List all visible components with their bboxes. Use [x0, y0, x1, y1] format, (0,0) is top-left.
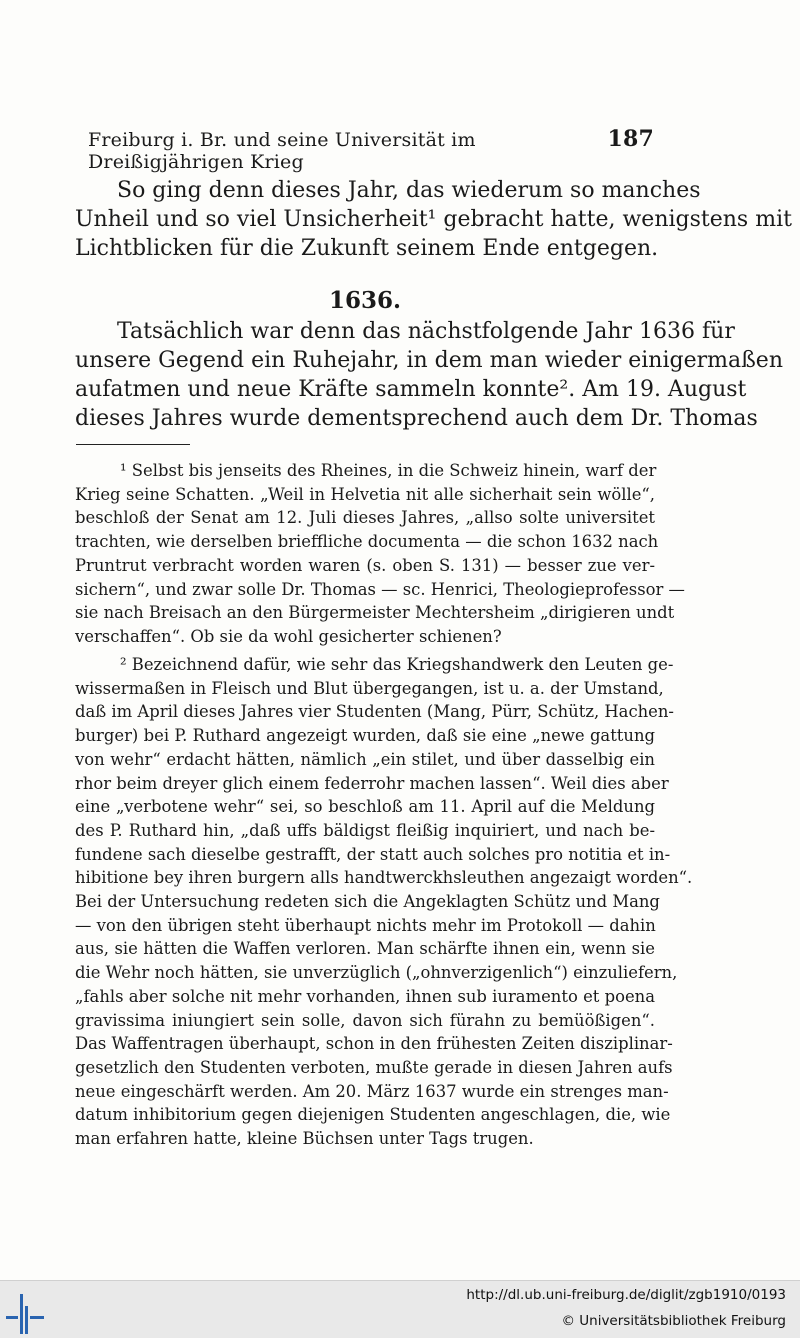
footnote-line: fundene sach dieselbe gestrafft, der statt auch solches pro notitia et in- [75, 844, 671, 864]
footnote-line: von wehr“ erdacht hätten, nämlich „ein stilet, und über dasselbig ein [75, 749, 655, 769]
footnote-line: gravissima iniungiert sein solle, davon sich fürahn zu bemüößigen“. [75, 1010, 655, 1030]
footnote-line: burger) bei P. Ruthard angezeigt wurden, daß sie eine „newe gattung [75, 726, 655, 746]
footnote-line: wissermaßen in Fleisch und Blut übergegangen, ist u. a. der Umstand, [75, 678, 664, 698]
section-heading: 1636. [328, 287, 402, 314]
text-line: Unheil und so viel Unsicherheit¹ gebracht hatte, wenigstens mit [75, 207, 792, 232]
footnote-line: hibitione bey ihren burgern alls handtwerckhsleuthen angezaigt worden“. [75, 868, 693, 888]
footnote-line: neue eingeschärft werden. Am 20. März 1637 wurde ein strenges man- [75, 1081, 669, 1101]
permalink-url[interactable]: http://dl.ub.uni-freiburg.de/diglit/zgb1910/0193 [466, 1287, 786, 1303]
paragraph-2 [75, 317, 783, 433]
footnote-line: des P. Ruthard hin, „daß uffs bäldigst fleißig inquiriert, und nach be- [75, 820, 655, 840]
paragraph-1 [75, 176, 792, 263]
text-line: So ging denn dieses Jahr, das wiederum so manches [117, 178, 701, 203]
footnote-line: Bei der Untersuchung redeten sich die Angeklagten Schütz und Mang [75, 892, 660, 912]
footnote-line: eine „verbotene wehr“ sei, so beschloß am 11. April auf die Meldung [75, 797, 655, 817]
text-line: dieses Jahres wurde dementsprechend auch dem Dr. Thomas [75, 406, 758, 431]
ub-freiburg-logo-icon [6, 1290, 46, 1334]
footnote-line: „fahls aber solche nit mehr vorhanden, ihnen sub iuramento et poena [75, 986, 655, 1006]
footnote-line: gesetzlich den Studenten verboten, mußte gerade in diesen Jahren aufs [75, 1057, 673, 1077]
page-number: 187 [607, 126, 654, 152]
footnote-line: ² Bezeichnend dafür, wie sehr das Kriegshandwerk den Leuten ge- [120, 655, 674, 674]
text-line: Tatsächlich war denn das nächstfolgende Jahr 1636 für [117, 319, 735, 344]
text-line: unsere Gegend ein Ruhejahr, in dem man wieder einigermaßen [75, 348, 783, 373]
footnote-line: rhor beim dreyer glich einem federrohr machen lassen“. Weil dies aber [75, 773, 669, 793]
text-line: aufatmen und neue Kräfte sammeln konnte². Am 19. August [75, 377, 747, 402]
footnote-line: datum inhibitorium gegen diejenigen Studenten angeschlagen, die, wie [75, 1105, 671, 1125]
footnote-line: aus, sie hätten die Waffen verloren. Man schärfte ihnen ein, wenn sie [75, 939, 655, 959]
copyright-notice: © Universitätsbibliothek Freiburg [561, 1313, 786, 1329]
footnote-line: Das Waffentragen überhaupt, schon in den frühesten Zeiten disziplinar- [75, 1034, 673, 1054]
footnote-line: trachten, wie derselben brieffliche documenta — die schon 1632 nach [75, 532, 659, 552]
running-head [88, 126, 654, 173]
footnote-line: Krieg seine Schatten. „Weil in Helvetia nit alle sicherhait sein wölle“, [75, 484, 655, 504]
footnote-2 [75, 653, 693, 1151]
text-line: Lichtblicken für die Zukunft seinem Ende entgegen. [75, 236, 659, 261]
footnote-line: ¹ Selbst bis jenseits des Rheines, in die Schweiz hinein, warf der [120, 461, 657, 480]
footnote-line: verschaffen“. Ob sie da wohl gesicherter schienen? [75, 626, 502, 646]
running-head-title: Freiburg i. Br. und seine Universität im Dreißigjährigen Krieg [88, 129, 476, 173]
footnote-line: sichern“, und zwar solle Dr. Thomas — sc. Henrici, Theologieprofessor — [75, 579, 685, 599]
footnote-separator [76, 444, 190, 445]
footnote-1 [75, 459, 685, 649]
footnote-line: daß im April dieses Jahres vier Studenten (Mang, Pürr, Schütz, Hachen- [75, 702, 674, 722]
footnote-line: — von den übrigen steht überhaupt nichts mehr im Protokoll — dahin [75, 915, 656, 935]
footnote-line: man erfahren hatte, kleine Büchsen unter Tags trugen. [75, 1129, 534, 1149]
footnote-line: Pruntrut verbracht worden waren (s. oben S. 131) — besser zue ver- [75, 555, 655, 575]
footnote-line: beschloß der Senat am 12. Juli dieses Jahres, „allso solte universitet [75, 508, 655, 528]
footnote-line: die Wehr noch hätten, sie unverzüglich („ohnverzigenlich“) einzuliefern, [75, 963, 678, 983]
footnote-line: sie nach Breisach an den Bürgermeister Mechtersheim „dirigieren undt [75, 603, 675, 623]
viewer-footer [0, 1280, 800, 1338]
